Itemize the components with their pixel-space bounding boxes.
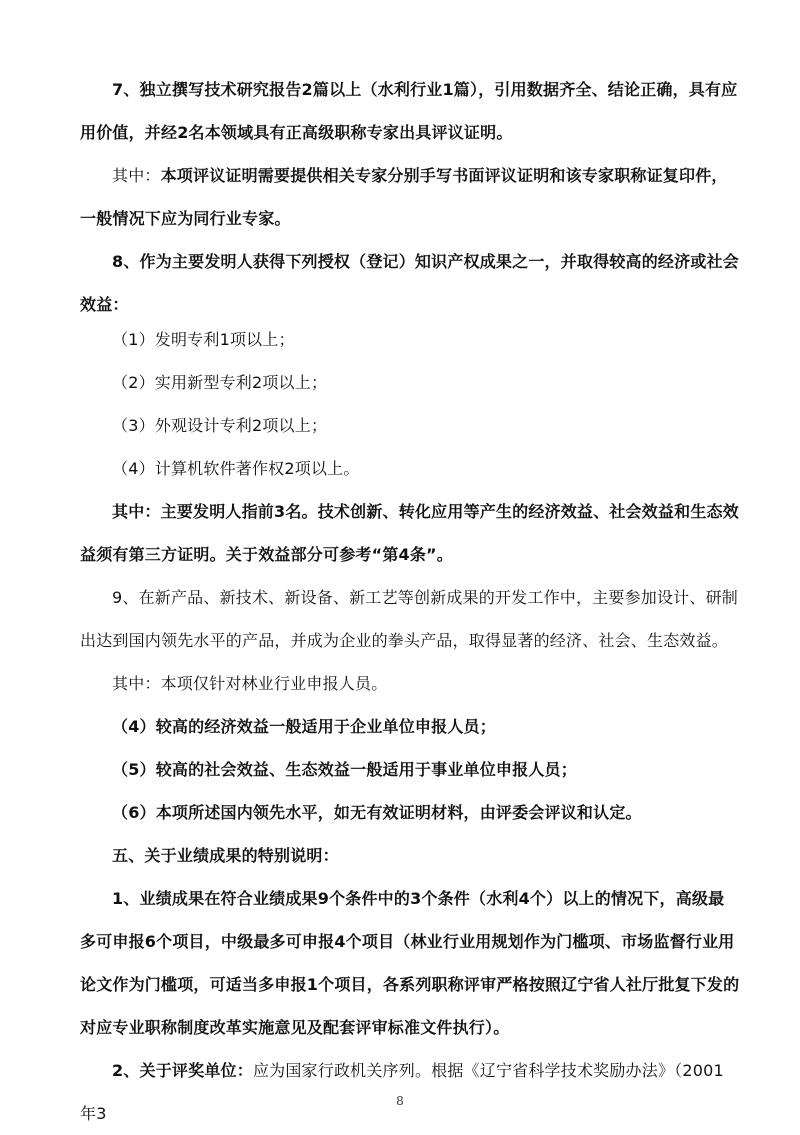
paragraph-8-text: 8、作为主要发明人获得下列授权（登记）知识产权成果之一，并取得较高的经济或社会效益：	[80, 252, 739, 314]
paragraph-7	[80, 68, 740, 154]
note-item-5: （5）较高的社会效益、生态效益一般适用于事业单位申报人员；	[112, 760, 577, 779]
note-item-4: （4）较高的经济效益一般适用于企业单位申报人员；	[112, 717, 496, 736]
page-number: 8	[396, 1094, 404, 1108]
paragraph-7-note	[80, 154, 740, 240]
paragraph-8-note: 其中：主要发明人指前3名。技术创新、转化应用等产生的经济效益、社会效益和生态效益须有第三方证明。关于效益部分可参考“第4条”。	[80, 502, 739, 564]
special-note-2-text: 应为国家行政机关序列。根据《辽宁省科学技术奖励办法》（2001年3	[80, 1061, 724, 1123]
note-text: 本项评议证明需要提供相关专家分别手写书面评议证明和该专家职称证复印件，一般情况下应为同行业专家。	[80, 166, 728, 228]
paragraph-9: 9、在新产品、新技术、新设备、新工艺等创新成果的开发工作中，主要参加设计、研制出达到国内领先水平的产品，并成为企业的拳头产品，取得显著的经济、社会、生态效益。	[80, 588, 738, 650]
list-item-2: （2）实用新型专利2项以上；	[112, 373, 328, 392]
list-item-4: （4）计算机软件著作权2项以上。	[112, 459, 360, 478]
special-note-1: 1、业绩成果在符合业绩成果9个条件中的3个条件（水利4个）以上的情况下，高级最多可申报6个项目，中级最多可申报4个项目（林业行业用规划作为门槛项、市场监督行业用论文作为门槛项，可适当多申报1个项目，各系列职称评审严格按照辽宁省人社厅批复下发的对应专业职称制度改革实施意见及配套评审标准文件执行）。	[80, 889, 740, 1037]
special-note-2	[80, 1049, 740, 1135]
paragraph-9-note: 其中：本项仅针对林业行业申报人员。	[112, 674, 388, 693]
note-label: 其中：	[112, 166, 161, 185]
paragraph-7-text: 7、独立撰写技术研究报告2篇以上（水利行业1篇），引用数据齐全、结论正确，具有应用价值，并经2名本领域具有正高级职称专家出具评议证明。	[80, 80, 738, 142]
paragraph-8	[80, 240, 740, 326]
special-note-2-label: 2、关于评奖单位：	[112, 1061, 253, 1080]
section-heading-5: 五、关于业绩成果的特别说明：	[112, 846, 339, 865]
list-item-1: （1）发明专利1项以上；	[112, 330, 295, 349]
note-item-6: （6）本项所述国内领先水平，如无有效证明材料，由评委会评议和认定。	[112, 803, 642, 822]
list-item-3: （3）外观设计专利2项以上；	[112, 416, 328, 435]
